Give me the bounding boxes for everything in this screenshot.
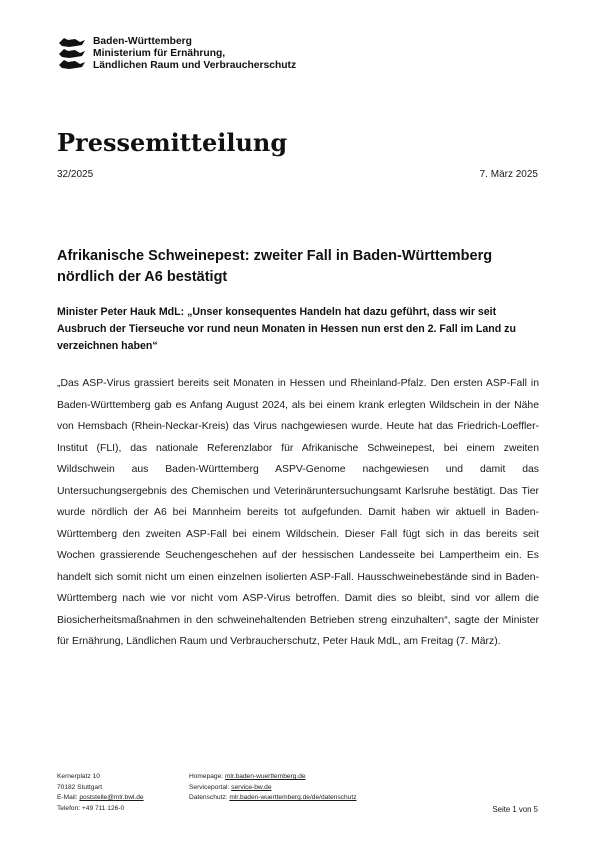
email-link[interactable]: poststelle@mlr.bwl.de: [79, 794, 144, 801]
footer-phone: Telefon: +49 711 126-0: [57, 804, 125, 812]
footer-links: [189, 772, 357, 804]
page-number: Seite 1 von 5: [492, 805, 538, 814]
footer-address: [57, 772, 144, 814]
footer-city: 70182 Stuttgart: [57, 783, 103, 791]
homepage-link[interactable]: mlr.baden-wuerttemberg.de: [224, 773, 306, 780]
homepage-label: Homepage:: [189, 773, 224, 780]
document-type-title: Pressemitteilung: [57, 128, 288, 157]
footer-privacy-row: [189, 793, 357, 804]
ministry-line: Ländlichen Raum und Verbraucherschutz: [93, 60, 297, 71]
coat-of-arms-lions-icon: [57, 36, 87, 70]
privacy-label: Datenschutz:: [189, 794, 228, 801]
ministry-line: Ministerium für Ernährung,: [93, 48, 226, 59]
footer-serviceportal-row: [189, 783, 357, 794]
privacy-link[interactable]: mlr.baden-wuerttemberg.de/de/datenschutz: [229, 794, 357, 801]
ministry-logo: [57, 36, 296, 72]
ministry-name: [93, 36, 296, 72]
press-release-number: 32/2025: [57, 169, 94, 180]
footer-email-row: [57, 793, 144, 804]
press-release-date: 7. März 2025: [479, 169, 538, 180]
lead-paragraph: Minister Peter Hauk MdL: „Unser konsequentes Handeln hat dazu geführt, dass wir seit Ausbruch der Tierseuche vor rund neun Monaten in Hessen nun erst den 2. Fall im Land zu verzeichnen haben“: [57, 306, 516, 352]
footer-homepage-row: [189, 772, 357, 783]
footer-street: Kernerplatz 10: [57, 773, 100, 780]
ministry-line: Baden-Württemberg: [93, 36, 192, 47]
body-paragraph: „Das ASP-Virus grassiert bereits seit Monaten in Hessen und Rheinland-Pfalz. Den ersten ASP-Fall in Baden-Württemberg gab es Anfang August 2024, als bei einem krank erlegten Wildschein in der Nähe von Hemsbach (Rhein-Neckar-Kreis) das Virus nachgewiesen wurde. Heute hat das Friedrich-Loeffler-Institut (FLI), das nationale Referenzlabor für Afrikanische Schweinepest, bei einem zweiten Wildschwein aus Baden-Württemberg ASPV-Genome nachgewiesen und damit das Untersuchungsergebnis des Chemischen und Veterinäruntersuchungsamt Karlsruhe bestätigt. Das Tier wurde nördlich der A6 bei Mannheim bereits tot aufgefunden. Damit haben wir aktuell in Baden-Württemberg den zweiten ASP-Fall bei einem Wildschein. Dieser Fall fügt sich in das bereits seit Wochen grassierende Seuchengeschehen auf der hessischen Landesseite bei Lampertheim ein. Es handelt sich somit nicht um einen einzelnen isolierten ASP-Fall. Hausschweinebestände sind in Baden-Württemberg nach wie vor nicht vom ASP-Virus betroffen. Damit dies so bleibt, sind vor allem die Biosicherheitsmaßnahmen in den schweinehaltenden Betrieben streng einzuhalten“, sagte der Minister für Ernährung, Ländlichen Raum und Verbraucherschutz, Peter Hauk MdL, am Freitag (7. März).: [57, 378, 539, 647]
serviceportal-label: Serviceportal:: [189, 783, 230, 791]
email-label: E-Mail:: [57, 794, 78, 801]
serviceportal-link[interactable]: service-bw.de: [231, 783, 272, 791]
headline: Afrikanische Schweinepest: zweiter Fall in Baden-Württemberg nördlich der A6 bestätigt: [57, 248, 493, 285]
